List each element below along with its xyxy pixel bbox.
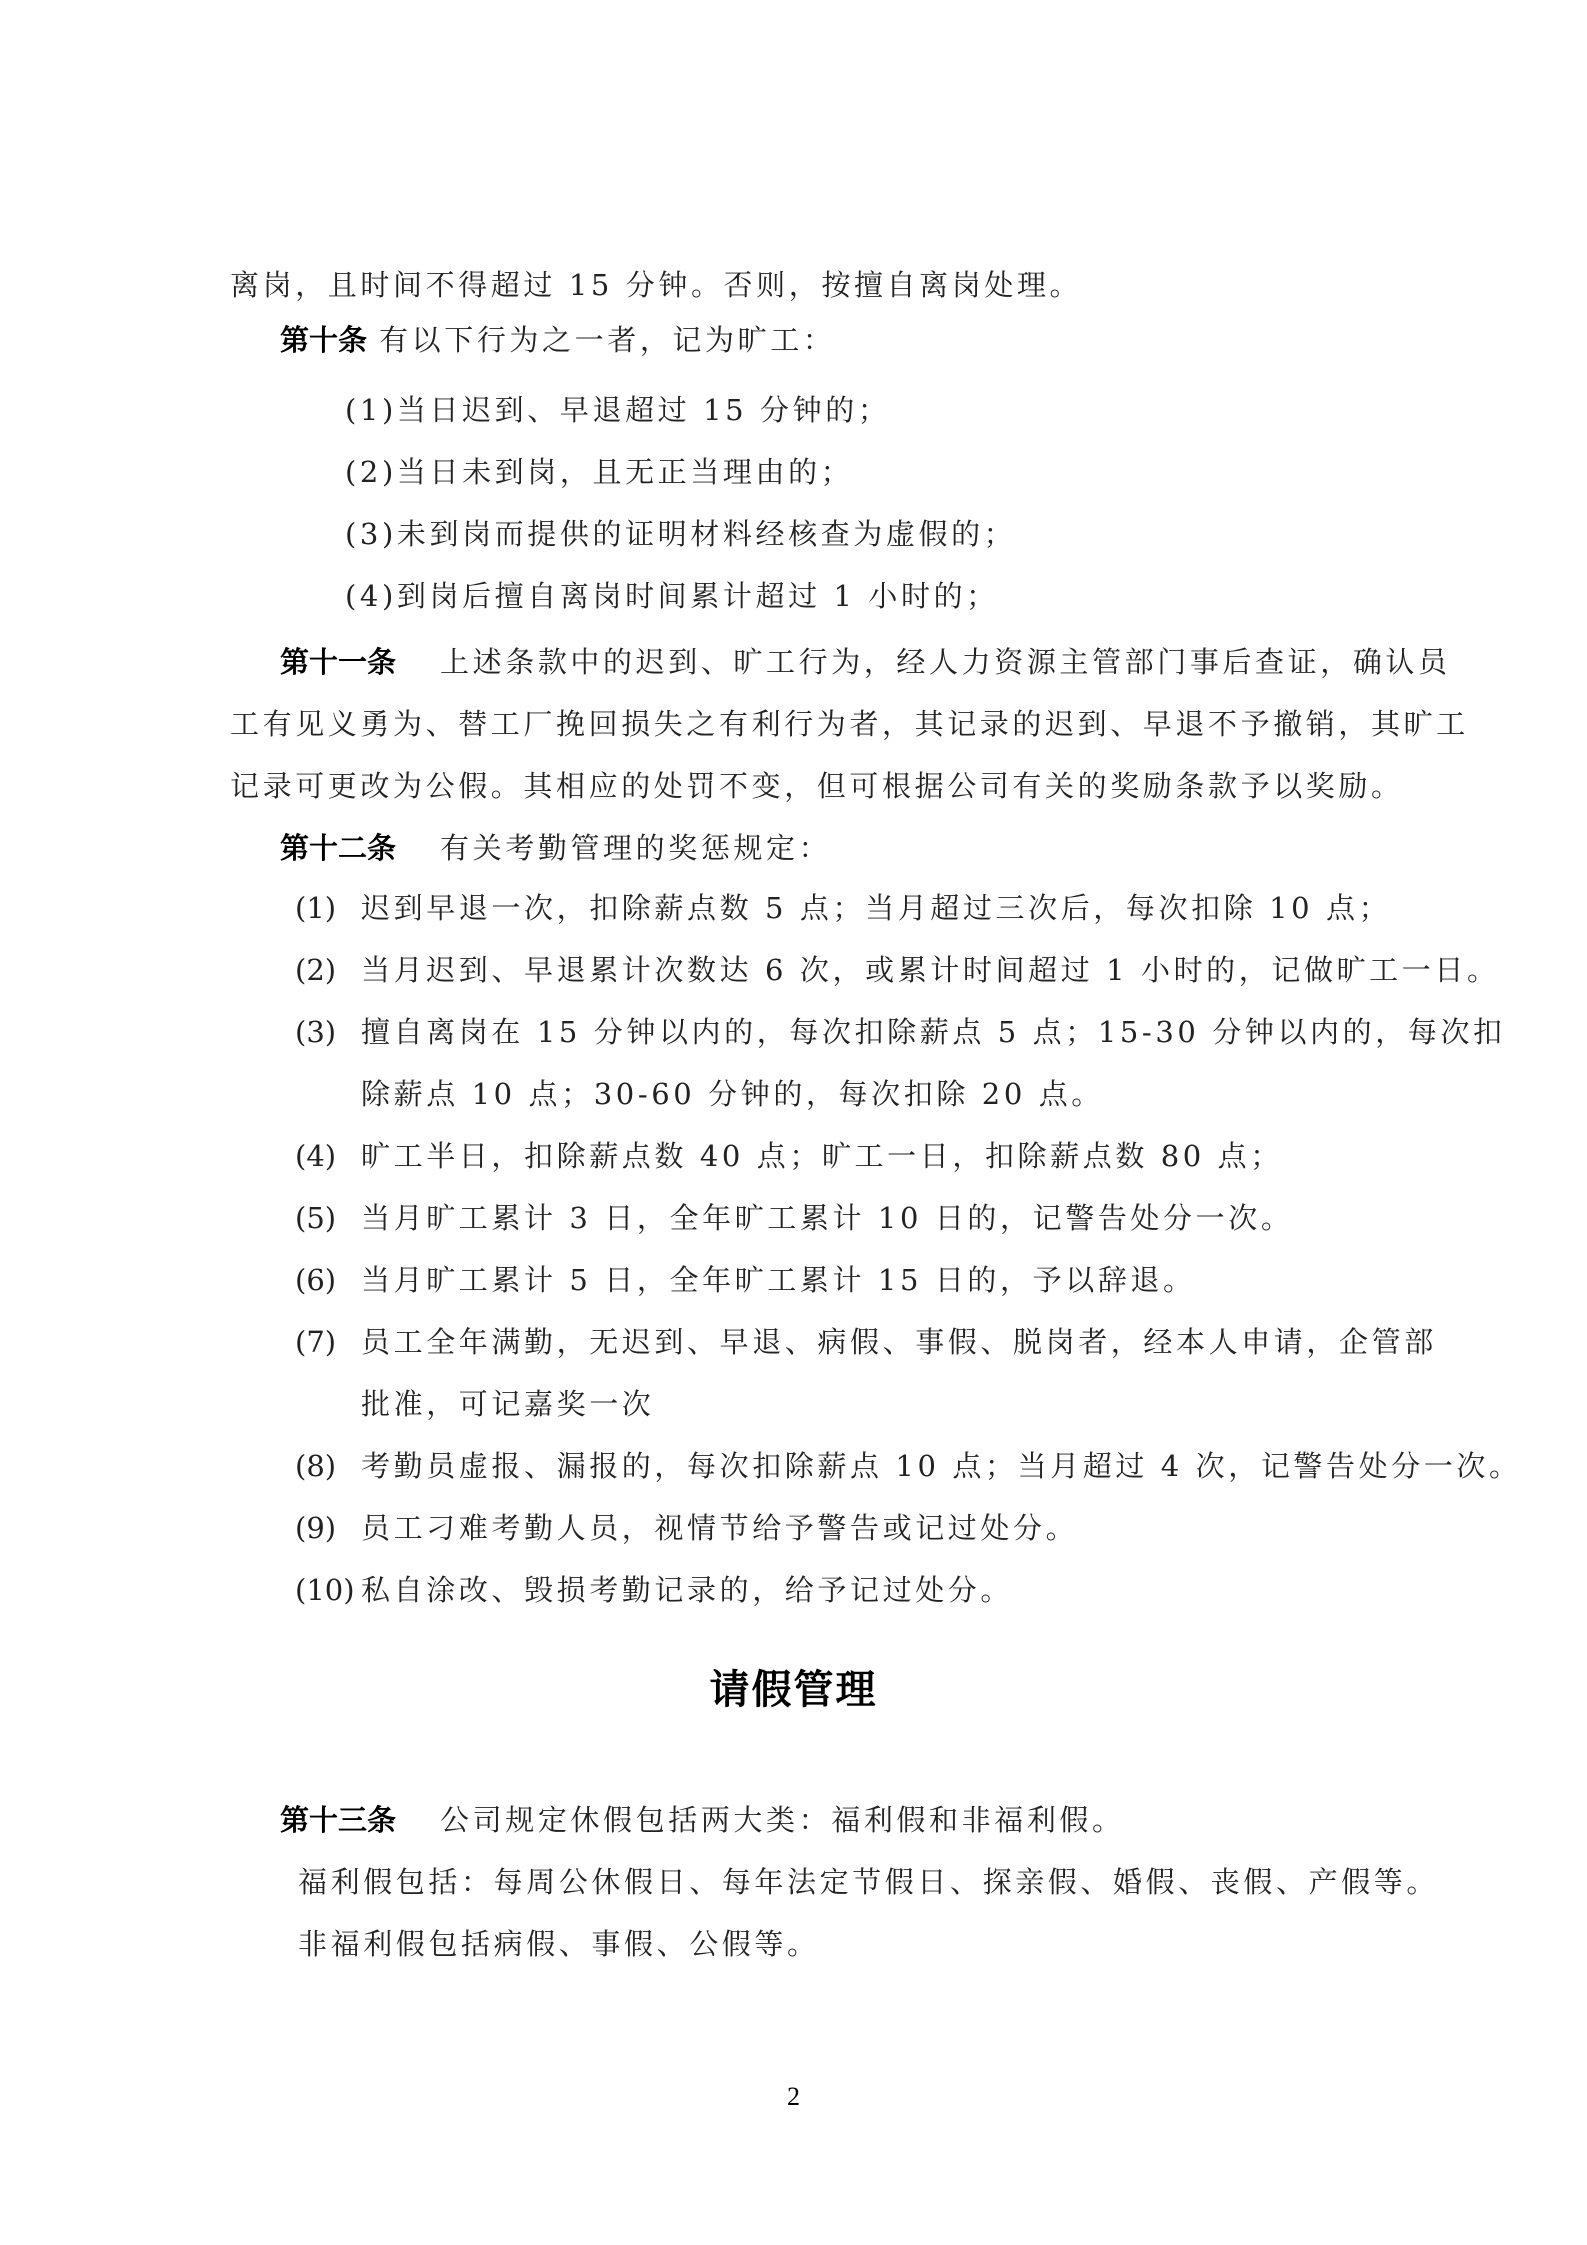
section-heading: 请假管理: [709, 1667, 878, 1713]
article-10-item: (4)到岗后擅自离岗时间累计超过 1 小时的；: [345, 579, 999, 613]
intro-line: 离岗，且时间不得超过 15 分钟。否则，按擅自离岗处理。: [230, 268, 1083, 302]
item-number: (7): [295, 1325, 337, 1359]
article-12-item: [295, 1446, 1522, 1486]
item-text: 旷工半日，扣除薪点数 40 点；旷工一日，扣除薪点数 80 点；: [361, 1139, 1283, 1173]
item-number: (10): [295, 1573, 355, 1607]
article-10-item: (1)当日迟到、早退超过 15 分钟的；: [345, 393, 891, 427]
article-12-item: [295, 950, 1500, 990]
article-13: [280, 1800, 1125, 1840]
article-12-item: [295, 1136, 1283, 1176]
article-13-text: 公司规定休假包括两大类：福利假和非福利假。: [440, 1803, 1125, 1837]
article-10: [280, 320, 835, 360]
item-number: (3): [295, 1015, 337, 1049]
article-13-sub-line: 福利假包括：每周公休假日、每年法定节假日、探亲假、婚假、丧假、产假等。: [298, 1865, 1440, 1899]
item-text: 迟到早退一次，扣除薪点数 5 点；当月超过三次后，每次扣除 10 点；: [361, 891, 1392, 925]
article-12-text: 有关考勤管理的奖惩规定：: [440, 831, 832, 865]
article-12-item: [295, 888, 1391, 928]
article-10-label: 第十条: [280, 323, 368, 357]
item-number: (2): [295, 953, 337, 987]
item-number: (5): [295, 1201, 337, 1235]
item-text: 当月迟到、早退累计次数达 6 次，或累计时间超过 1 小时的，记做旷工一日。: [361, 953, 1500, 987]
article-11: [280, 642, 1451, 682]
article-12-item: [295, 1260, 1196, 1300]
item-number: (6): [295, 1263, 337, 1297]
article-13-label: 第十三条: [280, 1803, 397, 1837]
article-12-item: [295, 1508, 1078, 1548]
article-11-line: 工有见义勇为、替工厂挽回损失之有利行为者，其记录的迟到、早退不予撤销，其旷工: [230, 707, 1469, 741]
item-text: 私自涂改、毁损考勤记录的，给予记过处分。: [361, 1573, 1014, 1607]
item-number: (4): [295, 1139, 337, 1173]
article-12-item: [295, 1322, 1437, 1362]
article-12-item: [295, 1570, 1013, 1610]
article-12-item-continuation: 除薪点 10 点；30-60 分钟的，每次扣除 20 点。: [361, 1077, 1104, 1111]
article-12-item-continuation: 批准，可记嘉奖一次: [361, 1387, 655, 1421]
item-text: 员工全年满勤，无迟到、早退、病假、事假、脱岗者，经本人申请，企管部: [361, 1325, 1437, 1359]
item-text: 考勤员虚报、漏报的，每次扣除薪点 10 点；当月超过 4 次，记警告处分一次。: [361, 1449, 1522, 1483]
article-10-text: 有以下行为之一者，记为旷工：: [379, 323, 836, 357]
article-11-label: 第十一条: [280, 645, 397, 679]
item-number: (8): [295, 1449, 337, 1483]
item-text: 当月旷工累计 5 日，全年旷工累计 15 日的，予以辞退。: [361, 1263, 1196, 1297]
article-10-item: (2)当日未到岗，且无正当理由的；: [345, 455, 854, 489]
article-12-item: [295, 1012, 1506, 1052]
article-11-line: 记录可更改为公假。其相应的处罚不变，但可根据公司有关的奖励条款予以奖励。: [230, 769, 1404, 803]
article-12-item: [295, 1198, 1293, 1238]
item-text: 擅自离岗在 15 分钟以内的，每次扣除薪点 5 点；15-30 分钟以内的，每次扣: [361, 1015, 1506, 1049]
article-12: [280, 828, 831, 868]
item-number: (1): [295, 891, 337, 925]
article-13-sub-line: 非福利假包括病假、事假、公假等。: [298, 1927, 820, 1961]
page-number: 2: [787, 2082, 800, 2111]
item-text: 当月旷工累计 3 日，全年旷工累计 10 日的，记警告处分一次。: [361, 1201, 1294, 1235]
item-text: 员工刁难考勤人员，视情节给予警告或记过处分。: [361, 1511, 1079, 1545]
article-10-item: (3)未到岗而提供的证明材料经核查为虚假的；: [345, 517, 1017, 551]
article-12-label: 第十二条: [280, 831, 397, 865]
item-number: (9): [295, 1511, 337, 1545]
article-11-line: 上述条款中的迟到、旷工行为，经人力资源主管部门事后查证，确认员: [440, 645, 1451, 679]
